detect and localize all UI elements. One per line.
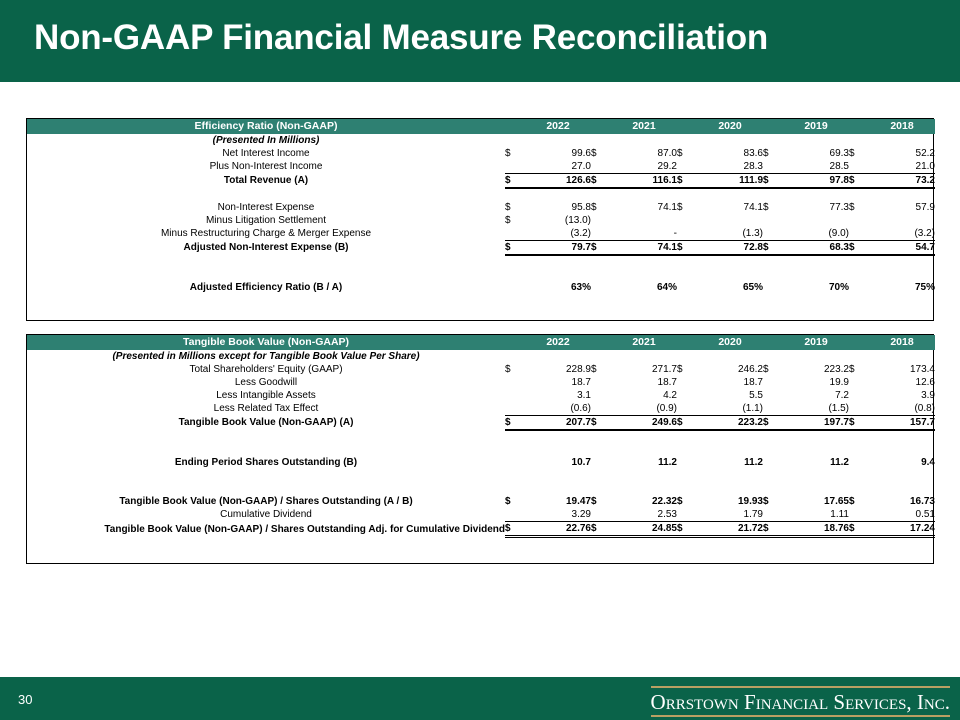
row-currency: $ <box>763 522 783 537</box>
table1-year-2019: 2019 <box>783 119 849 134</box>
row-value: 73.2 <box>869 174 935 189</box>
table2-note-row <box>27 350 935 363</box>
table2-year-2021: 2021 <box>611 335 677 350</box>
row-currency: $ <box>591 148 597 159</box>
row-value: 22.76 <box>525 522 591 537</box>
table2-note: (Presented in Millions except for Tangible Book Value Per Share) <box>112 351 420 362</box>
row-currency <box>591 227 611 241</box>
row-currency: $ <box>763 148 769 159</box>
row-value: 2.53 <box>657 509 677 520</box>
row-value: 72.8 <box>697 241 763 256</box>
row-currency: $ <box>591 416 611 431</box>
row-currency <box>505 227 525 241</box>
row-label: Tangible Book Value (Non-GAAP) / Shares Outstanding Adj. for Cumulative Dividend <box>104 523 505 535</box>
row-value: 4.2 <box>663 390 677 401</box>
row-value: 3.1 <box>577 390 591 401</box>
row-currency <box>591 160 611 174</box>
table1-year-2018: 2018 <box>869 119 935 134</box>
row-value: (1.3) <box>742 228 763 239</box>
row-currency <box>763 376 783 389</box>
row-currency <box>591 281 611 294</box>
row-currency: $ <box>677 522 697 537</box>
spacer-row <box>27 188 935 201</box>
row-currency: $ <box>763 364 769 375</box>
row-value: 64% <box>656 282 677 293</box>
table1-year-2020: 2020 <box>697 119 763 134</box>
row-currency: $ <box>505 148 511 159</box>
row-label: Less Goodwill <box>234 377 298 388</box>
row-currency: $ <box>505 174 525 189</box>
spacer-row <box>27 430 935 443</box>
row-value: (0.9) <box>656 403 677 414</box>
row-value: 70% <box>828 282 849 293</box>
row-value: 197.7 <box>783 416 849 431</box>
row-currency <box>591 214 611 227</box>
row-currency <box>505 402 525 416</box>
row-label: Net Interest Income <box>222 148 310 159</box>
row-value: (0.8) <box>914 403 935 414</box>
spacer-row <box>27 268 935 281</box>
row-value: 21.0 <box>915 161 935 172</box>
row-label: Total Shareholders' Equity (GAAP) <box>189 364 343 375</box>
row-currency: $ <box>849 364 855 375</box>
row-value: 0.51 <box>915 509 935 520</box>
row-currency <box>849 281 869 294</box>
row-value: 54.7 <box>869 241 935 256</box>
row-currency <box>591 389 611 402</box>
table-row-subtotal <box>27 174 935 189</box>
row-currency <box>591 456 611 469</box>
row-value: 19.9 <box>829 377 849 388</box>
tangible-book-value-table <box>26 334 934 564</box>
efficiency-ratio-table <box>26 118 934 321</box>
efficiency-ratio-grid <box>27 119 935 320</box>
row-currency <box>849 376 869 389</box>
row-label: Tangible Book Value (Non-GAAP) / Shares Outstanding (A / B) <box>119 496 413 507</box>
row-currency <box>763 214 783 227</box>
row-value: 97.8 <box>783 174 849 189</box>
row-currency: $ <box>505 241 525 256</box>
spacer-row <box>27 550 935 563</box>
row-currency <box>849 389 869 402</box>
table-row <box>27 147 935 160</box>
row-value: 9.4 <box>921 457 935 468</box>
row-currency: $ <box>591 241 611 256</box>
table-row <box>27 227 935 241</box>
table1-header-title: Efficiency Ratio (Non-GAAP) <box>27 119 505 134</box>
row-currency: $ <box>591 522 611 537</box>
row-currency: $ <box>677 416 697 431</box>
row-value: 22.32 <box>651 496 677 507</box>
row-value: 18.7 <box>657 377 677 388</box>
row-value: 17.24 <box>869 522 935 537</box>
table1-year-2021: 2021 <box>611 119 677 134</box>
row-value: 69.3 <box>829 148 849 159</box>
row-currency: $ <box>763 174 783 189</box>
row-currency: $ <box>849 174 869 189</box>
row-currency: $ <box>763 202 769 213</box>
spacer-row <box>27 255 935 268</box>
row-label: Total Revenue (A) <box>223 175 309 187</box>
row-currency: $ <box>763 496 769 507</box>
row-value: 74.1 <box>743 202 763 213</box>
spacer-row <box>27 307 935 320</box>
page-number: 30 <box>18 692 33 707</box>
row-value: 116.1 <box>611 174 677 189</box>
row-currency <box>849 456 869 469</box>
row-value: 111.9 <box>697 174 763 189</box>
row-value: 24.85 <box>611 522 677 537</box>
row-currency <box>505 389 525 402</box>
row-currency <box>763 227 783 241</box>
row-currency <box>763 456 783 469</box>
table2-year-2020: 2020 <box>697 335 763 350</box>
row-value: 18.7 <box>571 377 591 388</box>
row-value: 11.2 <box>830 457 849 468</box>
spacer-row <box>27 294 935 307</box>
row-currency <box>677 402 697 416</box>
row-value: (3.2) <box>570 228 591 239</box>
row-currency: $ <box>677 174 697 189</box>
row-value: 271.7 <box>651 364 677 375</box>
row-currency <box>505 376 525 389</box>
table-header-row <box>27 335 935 350</box>
row-currency <box>849 214 869 227</box>
row-currency <box>677 281 697 294</box>
row-currency: $ <box>677 364 683 375</box>
table-row-subtotal <box>27 416 935 431</box>
company-logo: Orrstown Financial Services, Inc. <box>651 686 950 717</box>
row-currency: $ <box>849 241 869 256</box>
row-value: (1.1) <box>742 403 763 414</box>
row-value: 18.76 <box>783 522 849 537</box>
row-value: - <box>673 228 677 239</box>
row-currency: $ <box>849 416 869 431</box>
row-value: 29.2 <box>657 161 677 172</box>
row-currency <box>763 389 783 402</box>
row-value: 28.3 <box>743 161 763 172</box>
row-currency: $ <box>763 416 783 431</box>
row-currency: $ <box>849 496 855 507</box>
spacer-row <box>27 482 935 495</box>
table-row <box>27 376 935 389</box>
row-value: 1.79 <box>743 509 763 520</box>
row-value: 3.29 <box>571 509 591 520</box>
row-value: 223.2 <box>823 364 849 375</box>
table2-year-2018: 2018 <box>869 335 935 350</box>
row-currency: $ <box>849 202 855 213</box>
row-value: 19.93 <box>737 496 763 507</box>
table-row <box>27 508 935 522</box>
row-currency <box>677 227 697 241</box>
row-currency <box>763 402 783 416</box>
row-label: Non-Interest Expense <box>217 202 315 213</box>
row-value: (13.0) <box>564 215 591 226</box>
table1-note: (Presented In Millions) <box>212 135 320 146</box>
table2-year-2019: 2019 <box>783 335 849 350</box>
table1-note-row <box>27 134 935 147</box>
row-currency: $ <box>505 215 511 226</box>
row-currency: $ <box>505 202 511 213</box>
row-currency <box>677 160 697 174</box>
row-label: Adjusted Efficiency Ratio (B / A) <box>189 282 343 293</box>
row-currency: $ <box>677 148 683 159</box>
row-value: 19.47 <box>565 496 591 507</box>
page-title: Non-GAAP Financial Measure Reconciliation <box>34 18 769 57</box>
row-currency <box>677 214 697 227</box>
row-currency: $ <box>591 496 597 507</box>
row-currency <box>849 227 869 241</box>
row-currency: $ <box>849 522 869 537</box>
table-row <box>27 363 935 376</box>
row-value: 68.3 <box>783 241 849 256</box>
row-currency: $ <box>591 202 597 213</box>
row-value: 21.72 <box>697 522 763 537</box>
row-value: 1.11 <box>830 509 849 520</box>
table-row-subtotal <box>27 241 935 256</box>
table-header-row <box>27 119 935 134</box>
row-currency: $ <box>505 496 511 507</box>
row-currency: $ <box>849 148 855 159</box>
row-value: (1.5) <box>828 403 849 414</box>
row-currency <box>763 508 783 522</box>
row-currency <box>763 160 783 174</box>
table-row <box>27 456 935 469</box>
row-currency <box>677 508 697 522</box>
row-value: 10.7 <box>571 457 591 468</box>
row-value: 74.1 <box>611 241 677 256</box>
row-currency: $ <box>591 364 597 375</box>
row-value: 126.6 <box>525 174 591 189</box>
row-value: 16.73 <box>909 496 935 507</box>
tangible-book-value-grid <box>27 335 935 563</box>
row-currency <box>763 281 783 294</box>
row-currency: $ <box>591 174 611 189</box>
row-currency: $ <box>505 364 511 375</box>
row-currency <box>677 456 697 469</box>
row-value <box>869 214 935 227</box>
row-currency <box>591 376 611 389</box>
table-row <box>27 201 935 214</box>
row-value: 173.4 <box>909 364 935 375</box>
spacer-row <box>27 443 935 456</box>
table-row <box>27 160 935 174</box>
row-currency <box>591 402 611 416</box>
row-value <box>697 214 763 227</box>
row-label: Minus Litigation Settlement <box>205 215 327 226</box>
row-value: 27.0 <box>571 161 591 172</box>
row-currency: $ <box>677 496 683 507</box>
row-value: 99.6 <box>571 148 591 159</box>
row-currency <box>505 456 525 469</box>
row-value: 18.7 <box>743 377 763 388</box>
row-value: 249.6 <box>611 416 677 431</box>
spacer-row <box>27 469 935 482</box>
row-value: 87.0 <box>657 148 677 159</box>
row-value: 228.9 <box>565 364 591 375</box>
table2-header-title: Tangible Book Value (Non-GAAP) <box>27 335 505 350</box>
row-value: 7.2 <box>835 390 849 401</box>
row-currency <box>505 508 525 522</box>
row-value: 223.2 <box>697 416 763 431</box>
table-row <box>27 495 935 508</box>
row-value: 79.7 <box>525 241 591 256</box>
row-label: Plus Non-Interest Income <box>209 161 323 173</box>
row-value: 57.9 <box>915 202 935 213</box>
row-value: 17.65 <box>823 496 849 507</box>
row-value: 11.2 <box>744 457 763 468</box>
row-value: 3.9 <box>921 390 935 401</box>
row-currency <box>505 281 525 294</box>
table-row <box>27 389 935 402</box>
row-label: Minus Restructuring Charge & Merger Expense <box>160 228 372 240</box>
row-currency <box>849 508 869 522</box>
row-currency: $ <box>505 416 525 431</box>
row-value: 207.7 <box>525 416 591 431</box>
row-label: Ending Period Shares Outstanding (B) <box>174 457 358 468</box>
row-currency <box>849 160 869 174</box>
row-value: 63% <box>570 282 591 293</box>
row-value: 12.6 <box>915 377 935 388</box>
row-value <box>611 214 677 227</box>
row-label: Adjusted Non-Interest Expense (B) <box>183 242 349 254</box>
row-currency <box>849 402 869 416</box>
row-value: 95.8 <box>571 202 591 213</box>
row-value: 74.1 <box>657 202 677 213</box>
spacer-row <box>27 537 935 550</box>
table-row <box>27 214 935 227</box>
table-row <box>27 281 935 294</box>
row-value <box>783 214 849 227</box>
row-currency <box>677 376 697 389</box>
row-value: 75% <box>914 282 935 293</box>
row-value: 246.2 <box>737 364 763 375</box>
row-currency: $ <box>763 241 783 256</box>
row-value: 157.7 <box>869 416 935 431</box>
row-value: 65% <box>742 282 763 293</box>
row-label: Cumulative Dividend <box>220 509 312 521</box>
row-currency: $ <box>677 202 683 213</box>
row-value: (3.2) <box>914 228 935 239</box>
row-currency <box>591 508 611 522</box>
row-value: 77.3 <box>829 202 849 213</box>
row-currency: $ <box>505 522 525 537</box>
table2-year-2022: 2022 <box>525 335 591 350</box>
row-value: 28.5 <box>829 161 849 172</box>
row-value: (9.0) <box>828 228 849 239</box>
row-label: Less Intangible Assets <box>216 390 316 401</box>
table-row-grand-total <box>27 522 935 537</box>
row-value: 11.2 <box>658 457 677 468</box>
row-value: 83.6 <box>743 148 763 159</box>
row-currency <box>505 160 525 174</box>
row-value: 5.5 <box>749 390 763 401</box>
row-label: Less Related Tax Effect <box>213 403 319 415</box>
row-currency: $ <box>677 241 697 256</box>
row-value: (0.6) <box>570 403 591 414</box>
table1-year-2022: 2022 <box>525 119 591 134</box>
row-value: 52.2 <box>915 148 935 159</box>
row-currency <box>677 389 697 402</box>
row-label: Tangible Book Value (Non-GAAP) (A) <box>178 417 354 429</box>
table-row <box>27 402 935 416</box>
